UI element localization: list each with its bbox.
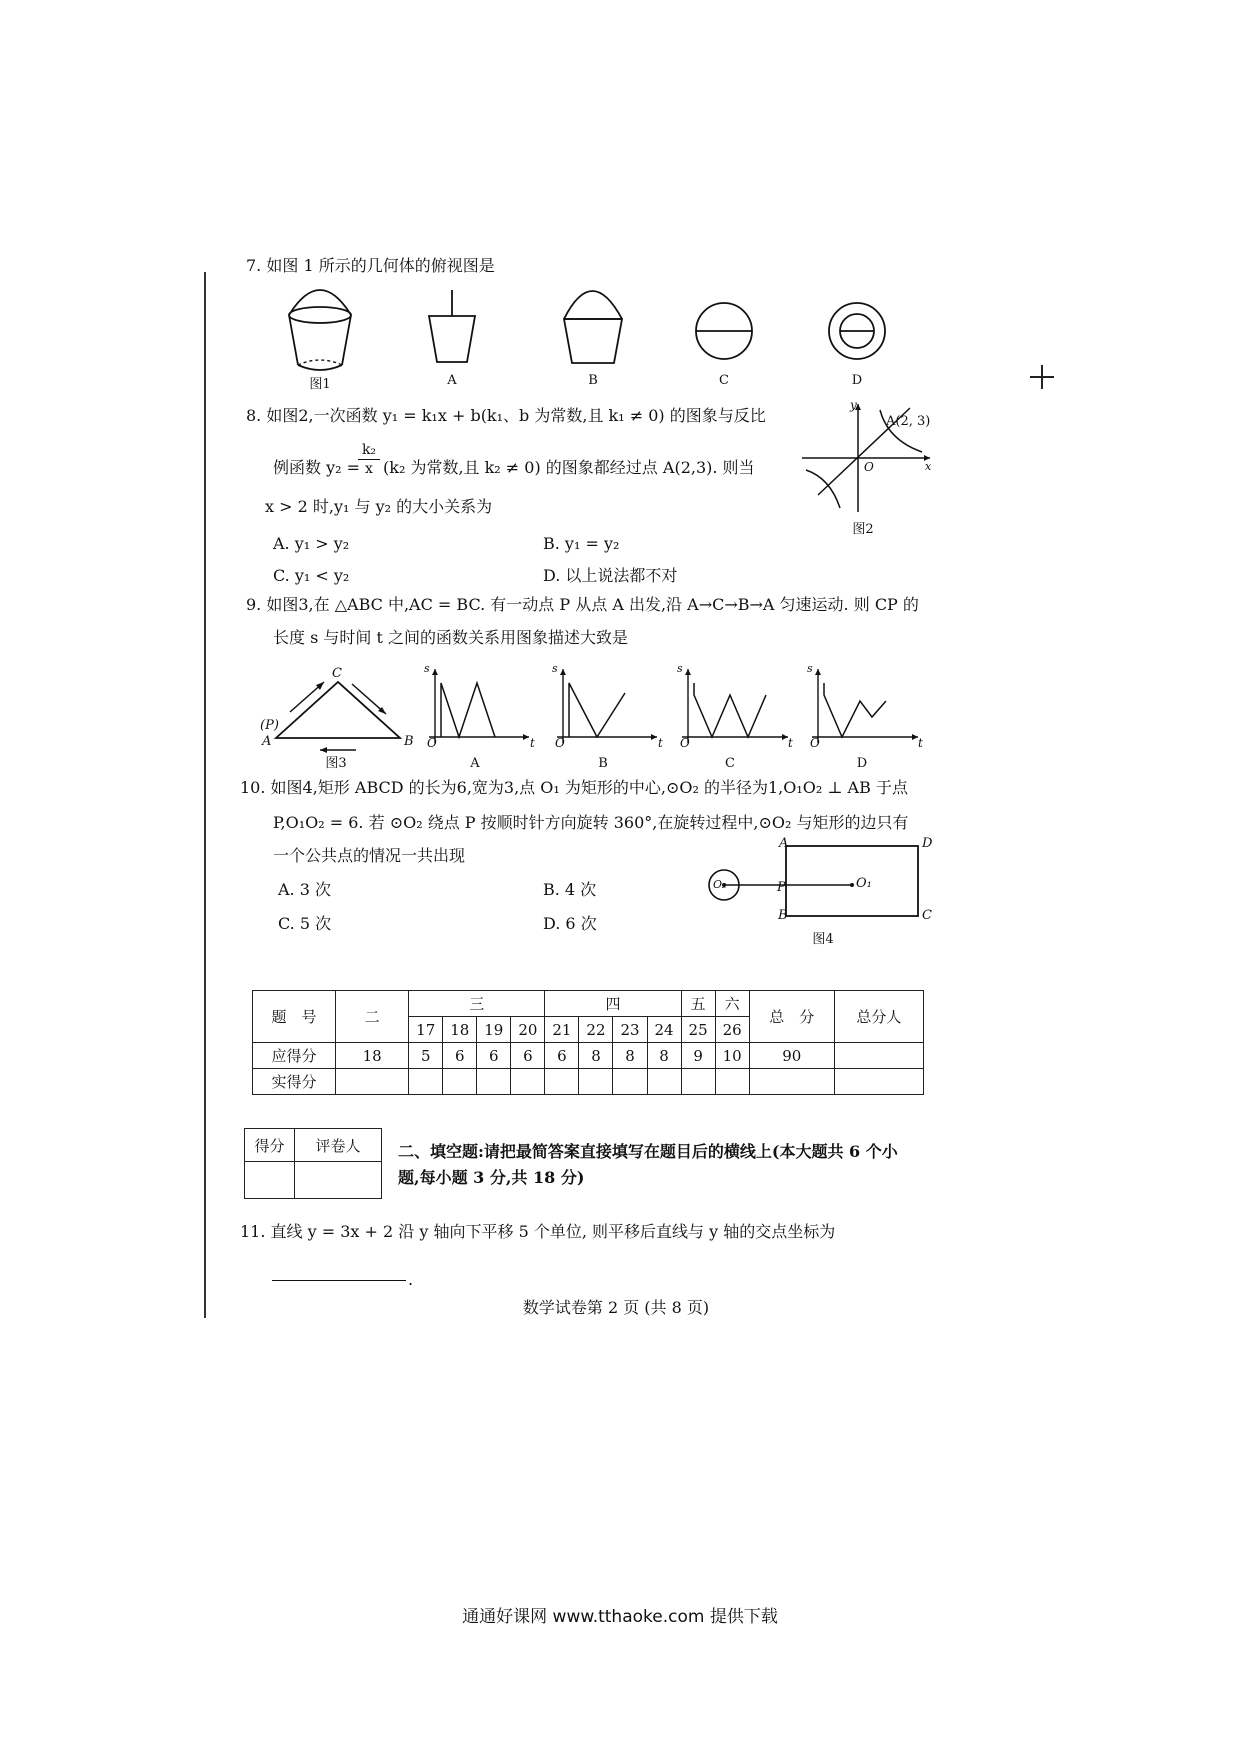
q9-graph-c-s: s — [677, 662, 683, 675]
section2-line1: 二、填空题:请把最简答案直接填写在题目后的横线上(本大题共 6 个小 — [398, 1142, 898, 1161]
score-table-row-expected-label: 应得分 — [253, 1043, 336, 1069]
q10-fig4-d: D — [922, 836, 933, 851]
q7-figure1-bucket — [285, 285, 355, 380]
q9-fig3-a: A — [262, 734, 272, 749]
score-table-qnum: 20 — [511, 1017, 545, 1043]
q9-graph-b-s: s — [552, 662, 558, 675]
q9-graph-a-t: t — [530, 736, 535, 750]
q7-option-d-figure — [826, 300, 888, 362]
q9-label-c: C — [725, 756, 735, 771]
score-table-header-qnum: 题 号 — [253, 991, 336, 1043]
q8-option-c: C. y₁ < y₂ — [273, 566, 350, 585]
q10-line3: 一个公共点的情况一共出现 — [273, 846, 466, 865]
q10-option-b: B. 4 次 — [543, 880, 597, 899]
q7-label-d: D — [851, 373, 863, 388]
score-table-actual-cell — [613, 1069, 647, 1095]
score-table-total-header: 总 分 — [749, 991, 834, 1043]
q11-text: 11. 直线 y = 3x + 2 沿 y 轴向下平移 5 个单位, 则平移后直线与 y 轴的交点坐标为 — [240, 1222, 836, 1241]
q8-fraction-denominator: x — [365, 461, 373, 477]
q9-graph-d-s: s — [807, 662, 813, 675]
score-table-points: 6 — [477, 1043, 511, 1069]
score-table-qnum: 18 — [443, 1017, 477, 1043]
q11-answer-blank[interactable] — [272, 1280, 406, 1281]
score-table-actual-cell — [511, 1069, 545, 1095]
q10-fig4-o2: O₂ — [713, 878, 727, 891]
q9-fig3-caption: 图3 — [325, 756, 347, 771]
score-table-section-4: 四 — [545, 991, 681, 1017]
score-table-points: 8 — [579, 1043, 613, 1069]
q8-fig2-x-label: x — [925, 460, 932, 473]
score-table-points: 9 — [681, 1043, 715, 1069]
margin-line — [204, 272, 206, 1318]
q8-fig2-origin: O — [864, 460, 874, 474]
score-table-points: 18 — [336, 1043, 409, 1069]
score-table-actual-cell — [545, 1069, 579, 1095]
q9-figure3-triangle — [260, 672, 410, 752]
q10-fig4-caption: 图4 — [812, 932, 834, 947]
grader-box-score-label: 得分 — [245, 1129, 295, 1162]
q8-line3: x > 2 时,y₁ 与 y₂ 的大小关系为 — [265, 497, 493, 516]
score-table-actual-cell — [336, 1069, 409, 1095]
q9-line2: 长度 s 与时间 t 之间的函数关系用图象描述大致是 — [273, 628, 628, 647]
q9-graph-b-origin: O — [555, 736, 565, 750]
q10-option-c: C. 5 次 — [278, 914, 332, 933]
q9-graph-a-s: s — [424, 662, 430, 675]
q9-graph-a — [425, 665, 535, 745]
q7-label-fig1: 图1 — [309, 377, 331, 392]
score-table-section-3: 三 — [409, 991, 545, 1017]
score-table-actual-cell — [647, 1069, 681, 1095]
q9-graph-d — [808, 665, 923, 745]
score-table-points: 6 — [511, 1043, 545, 1069]
score-table-totaller-header: 总分人 — [834, 991, 923, 1043]
q8-fig2-caption: 图2 — [852, 522, 874, 537]
q7-option-c-figure — [693, 300, 755, 362]
score-table-qnum: 22 — [579, 1017, 613, 1043]
score-table-points: 6 — [545, 1043, 579, 1069]
score-table-actual-cell — [579, 1069, 613, 1095]
q9-label-b: B — [598, 756, 608, 771]
q9-graph-b — [553, 665, 663, 745]
q9-line1: 9. 如图3,在 △ABC 中,AC = BC. 有一动点 P 从点 A 出发,沿 A→C→B→A 匀速运动. 则 CP 的 — [246, 595, 919, 614]
q8-line2-prefix: 例函数 y₂ = — [273, 458, 361, 477]
grader-box-score-cell — [245, 1162, 295, 1199]
score-table-points: 10 — [715, 1043, 749, 1069]
q7-text: 7. 如图 1 所示的几何体的俯视图是 — [246, 256, 495, 275]
page-footer: 数学试卷第 2 页 (共 8 页) — [522, 1298, 710, 1317]
q10-fig4-p: P — [777, 880, 786, 895]
q10-option-d: D. 6 次 — [543, 914, 597, 933]
grader-box-grader-label: 评卷人 — [295, 1129, 382, 1162]
q9-graph-c-origin: O — [680, 736, 690, 750]
bottom-credit: 通通好课网 www.tthaoke.com 提供下载 — [462, 1607, 778, 1627]
q9-graph-a-origin: O — [427, 736, 437, 750]
score-table-qnum: 26 — [715, 1017, 749, 1043]
q9-fig3-c: C — [332, 666, 342, 681]
registration-mark — [1030, 365, 1054, 389]
q9-label-d: D — [856, 756, 868, 771]
q7-label-c: C — [719, 373, 729, 388]
q10-fig4-o1: O₁ — [856, 876, 872, 891]
score-table-actual-cell — [749, 1069, 834, 1095]
score-table-actual-cell — [477, 1069, 511, 1095]
score-table-points: 6 — [443, 1043, 477, 1069]
q8-fraction — [358, 442, 380, 477]
score-table-points: 8 — [613, 1043, 647, 1069]
q10-fig4-b: B — [778, 908, 788, 923]
q8-fraction-bar — [358, 459, 380, 460]
score-table-actual-cell — [409, 1069, 443, 1095]
score-table-actual-cell — [443, 1069, 477, 1095]
q9-graph-b-t: t — [658, 736, 663, 750]
score-table-section-5: 五 — [681, 991, 715, 1017]
q9-fig3-p: (P) — [260, 718, 279, 733]
grader-box — [244, 1128, 382, 1199]
q10-line2: P,O₁O₂ = 6. 若 ⊙O₂ 绕点 P 按顺时针方向旋转 360°,在旋转过程中,⊙O₂ 与矩形的边只有 — [273, 813, 909, 832]
score-table-points: 8 — [647, 1043, 681, 1069]
q9-label-a: A — [470, 756, 480, 771]
q7-option-a-figure — [425, 290, 480, 370]
q11-tail: . — [408, 1270, 414, 1289]
score-table-actual-cell — [715, 1069, 749, 1095]
section2-line2: 题,每小题 3 分,共 18 分) — [398, 1168, 585, 1187]
score-table-qnum: 25 — [681, 1017, 715, 1043]
q8-option-d: D. 以上说法都不对 — [543, 566, 678, 585]
score-table-points: 5 — [409, 1043, 443, 1069]
q7-option-b-figure — [560, 285, 626, 375]
score-table-qnum: 19 — [477, 1017, 511, 1043]
q9-fig3-b: B — [404, 734, 414, 749]
q8-line2-suffix: (k₂ 为常数,且 k₂ ≠ 0) 的图象都经过点 A(2,3). 则当 — [383, 458, 755, 477]
q8-option-a: A. y₁ > y₂ — [273, 534, 350, 553]
score-table-qnum: 24 — [647, 1017, 681, 1043]
q9-graph-c — [678, 665, 793, 745]
score-table-points-total: 90 — [749, 1043, 834, 1069]
score-table-qnum: 23 — [613, 1017, 647, 1043]
score-table-section-2: 二 — [336, 991, 409, 1043]
q10-line1: 10. 如图4,矩形 ABCD 的长为6,宽为3,点 O₁ 为矩形的中心,⊙O₂ 的半径为1,O₁O₂ ⊥ AB 于点 — [240, 778, 908, 797]
q10-fig4-c: C — [922, 908, 932, 923]
score-table-totaller-cell — [834, 1043, 923, 1069]
q9-graph-d-t: t — [918, 736, 923, 750]
q8-option-b: B. y₁ = y₂ — [543, 534, 620, 553]
grader-box-grader-cell — [295, 1162, 382, 1199]
score-table-actual-cell — [681, 1069, 715, 1095]
score-table-row-actual-label: 实得分 — [253, 1069, 336, 1095]
score-table-section-6: 六 — [715, 991, 749, 1017]
score-table-qnum: 17 — [409, 1017, 443, 1043]
q10-figure4 — [700, 840, 940, 925]
q10-fig4-a: A — [779, 836, 789, 851]
q7-label-a: A — [447, 373, 457, 388]
q9-graph-c-t: t — [788, 736, 793, 750]
score-table-qnum: 21 — [545, 1017, 579, 1043]
q8-line1: 8. 如图2,一次函数 y₁ = k₁x + b(k₁、b 为常数,且 k₁ ≠ 0) 的图象与反比 — [246, 406, 766, 425]
q8-fig2-point-label: A(2, 3) — [886, 414, 931, 429]
score-table — [252, 990, 924, 1095]
q8-fraction-numerator: k₂ — [361, 442, 377, 458]
q10-option-a: A. 3 次 — [278, 880, 331, 899]
q7-label-b: B — [588, 373, 598, 388]
q8-fig2-y-label: y — [850, 398, 857, 412]
q9-graph-d-origin: O — [810, 736, 820, 750]
score-table-actual-cell — [834, 1069, 923, 1095]
